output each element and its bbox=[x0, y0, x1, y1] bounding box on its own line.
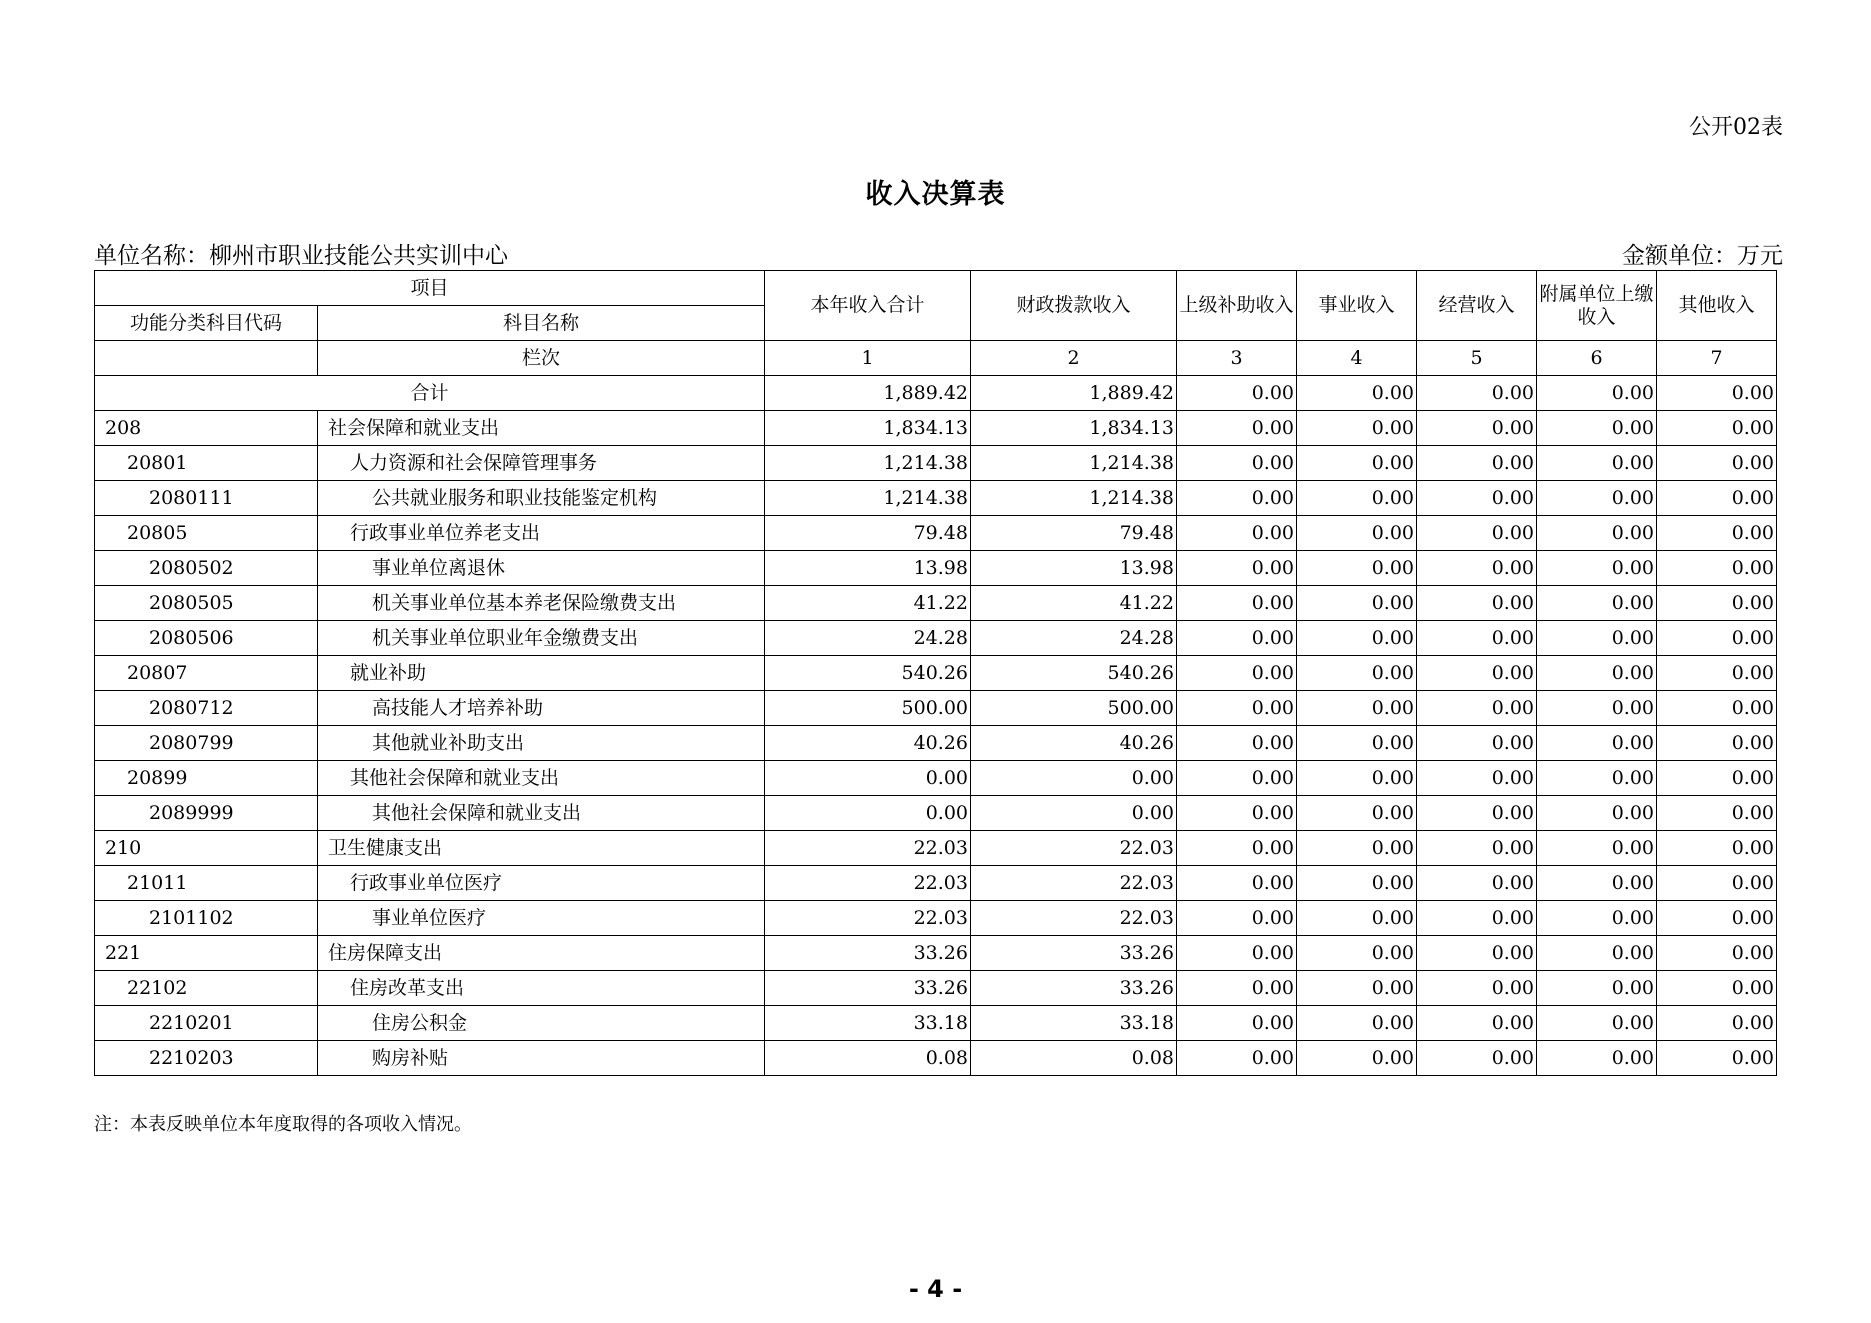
row-value: 0.00 bbox=[1537, 481, 1657, 516]
row-value: 33.26 bbox=[765, 971, 971, 1006]
row-value: 0.00 bbox=[765, 761, 971, 796]
row-value: 0.00 bbox=[1657, 411, 1777, 446]
row-value: 0.00 bbox=[1297, 411, 1417, 446]
col-number-3: 3 bbox=[1177, 341, 1297, 376]
row-value: 1,214.38 bbox=[971, 446, 1177, 481]
row-name: 就业补助 bbox=[318, 656, 765, 691]
row-value: 0.00 bbox=[1177, 551, 1297, 586]
row-value: 0.00 bbox=[1537, 446, 1657, 481]
row-value: 0.00 bbox=[1177, 971, 1297, 1006]
row-value: 0.00 bbox=[1297, 831, 1417, 866]
row-value: 41.22 bbox=[765, 586, 971, 621]
table-row bbox=[95, 901, 1777, 936]
unit-name: 单位名称：柳州市职业技能公共实训中心 bbox=[94, 243, 508, 269]
row-value: 540.26 bbox=[971, 656, 1177, 691]
row-value: 0.00 bbox=[1537, 866, 1657, 901]
row-value: 0.00 bbox=[1297, 901, 1417, 936]
row-value: 0.00 bbox=[1417, 1041, 1537, 1076]
table-row bbox=[95, 516, 1777, 551]
row-value: 0.00 bbox=[1537, 411, 1657, 446]
row-value: 0.00 bbox=[1417, 446, 1537, 481]
header-code: 功能分类科目代码 bbox=[95, 306, 318, 341]
row-value: 0.00 bbox=[1297, 586, 1417, 621]
row-value: 0.00 bbox=[1537, 726, 1657, 761]
page-title: 收入决算表 bbox=[865, 179, 1006, 210]
row-value: 0.00 bbox=[765, 796, 971, 831]
row-value: 13.98 bbox=[765, 551, 971, 586]
row-code: 2089999 bbox=[95, 796, 318, 831]
row-code: 22102 bbox=[95, 971, 318, 1006]
row-value: 22.03 bbox=[971, 831, 1177, 866]
row-name: 高技能人才培养补助 bbox=[318, 691, 765, 726]
row-name: 机关事业单位职业年金缴费支出 bbox=[318, 621, 765, 656]
row-value: 1,834.13 bbox=[971, 411, 1177, 446]
table-row bbox=[95, 761, 1777, 796]
row-value: 0.00 bbox=[1297, 761, 1417, 796]
row-value: 0.00 bbox=[1297, 936, 1417, 971]
row-value: 500.00 bbox=[971, 691, 1177, 726]
col-number-7: 7 bbox=[1657, 341, 1777, 376]
row-value: 0.00 bbox=[1537, 656, 1657, 691]
table-row bbox=[95, 866, 1777, 901]
row-value: 0.00 bbox=[1657, 971, 1777, 1006]
col-number-2: 2 bbox=[971, 341, 1177, 376]
row-value: 0.00 bbox=[1177, 901, 1297, 936]
row-value: 0.00 bbox=[1417, 691, 1537, 726]
row-value: 79.48 bbox=[971, 516, 1177, 551]
row-value: 1,834.13 bbox=[765, 411, 971, 446]
row-value: 0.00 bbox=[1177, 796, 1297, 831]
row-value: 0.00 bbox=[1417, 551, 1537, 586]
total-value: 0.00 bbox=[1537, 376, 1657, 411]
amount-unit: 金额单位：万元 bbox=[1622, 243, 1783, 269]
row-value: 0.00 bbox=[1177, 936, 1297, 971]
row-value: 540.26 bbox=[765, 656, 971, 691]
table-row bbox=[95, 1006, 1777, 1041]
row-value: 0.00 bbox=[1417, 761, 1537, 796]
row-name: 社会保障和就业支出 bbox=[318, 411, 765, 446]
row-value: 0.00 bbox=[1177, 761, 1297, 796]
row-value: 0.00 bbox=[1417, 481, 1537, 516]
row-value: 0.08 bbox=[971, 1041, 1177, 1076]
row-value: 0.00 bbox=[1297, 656, 1417, 691]
row-value: 33.18 bbox=[971, 1006, 1177, 1041]
row-name: 住房公积金 bbox=[318, 1006, 765, 1041]
row-value: 24.28 bbox=[971, 621, 1177, 656]
row-value: 0.00 bbox=[1177, 621, 1297, 656]
row-value: 0.00 bbox=[1177, 691, 1297, 726]
row-value: 0.08 bbox=[765, 1041, 971, 1076]
row-value: 0.00 bbox=[1417, 621, 1537, 656]
col-number-5: 5 bbox=[1417, 341, 1537, 376]
total-value: 0.00 bbox=[1417, 376, 1537, 411]
row-value: 0.00 bbox=[1657, 691, 1777, 726]
row-code: 2080505 bbox=[95, 586, 318, 621]
row-value: 0.00 bbox=[971, 761, 1177, 796]
row-value: 0.00 bbox=[1537, 516, 1657, 551]
row-code: 2080111 bbox=[95, 481, 318, 516]
row-name: 购房补贴 bbox=[318, 1041, 765, 1076]
row-code: 20801 bbox=[95, 446, 318, 481]
row-code: 2210201 bbox=[95, 1006, 318, 1041]
row-value: 33.18 bbox=[765, 1006, 971, 1041]
table-row bbox=[95, 936, 1777, 971]
row-code: 2080502 bbox=[95, 551, 318, 586]
row-value: 0.00 bbox=[1657, 446, 1777, 481]
total-value: 0.00 bbox=[1177, 376, 1297, 411]
row-name: 行政事业单位医疗 bbox=[318, 866, 765, 901]
row-value: 0.00 bbox=[1657, 831, 1777, 866]
row-value: 41.22 bbox=[971, 586, 1177, 621]
table-row bbox=[95, 551, 1777, 586]
table-row bbox=[95, 726, 1777, 761]
row-code: 2101102 bbox=[95, 901, 318, 936]
row-value: 40.26 bbox=[765, 726, 971, 761]
row-value: 0.00 bbox=[1177, 726, 1297, 761]
total-value: 0.00 bbox=[1657, 376, 1777, 411]
row-value: 1,214.38 bbox=[765, 446, 971, 481]
table-row bbox=[95, 1041, 1777, 1076]
page-number: - 4 - bbox=[908, 1275, 963, 1303]
total-label: 合计 bbox=[95, 376, 765, 411]
row-value: 0.00 bbox=[1297, 481, 1417, 516]
row-value: 13.98 bbox=[971, 551, 1177, 586]
header-col-4: 事业收入 bbox=[1297, 271, 1417, 341]
header-col-1: 本年收入合计 bbox=[765, 271, 971, 341]
row-value: 1,214.38 bbox=[971, 481, 1177, 516]
row-value: 0.00 bbox=[1177, 656, 1297, 691]
header-col-order: 栏次 bbox=[318, 341, 765, 376]
table-row bbox=[95, 971, 1777, 1006]
row-name: 住房改革支出 bbox=[318, 971, 765, 1006]
row-value: 0.00 bbox=[1537, 936, 1657, 971]
row-value: 0.00 bbox=[1297, 1006, 1417, 1041]
row-value: 0.00 bbox=[1537, 551, 1657, 586]
row-code: 20807 bbox=[95, 656, 318, 691]
row-value: 0.00 bbox=[1297, 866, 1417, 901]
row-value: 0.00 bbox=[1297, 551, 1417, 586]
row-name: 事业单位离退休 bbox=[318, 551, 765, 586]
row-value: 0.00 bbox=[1657, 586, 1777, 621]
table-row bbox=[95, 656, 1777, 691]
row-value: 0.00 bbox=[1417, 656, 1537, 691]
row-value: 0.00 bbox=[1417, 971, 1537, 1006]
row-value: 0.00 bbox=[1417, 411, 1537, 446]
row-name: 机关事业单位基本养老保险缴费支出 bbox=[318, 586, 765, 621]
row-value: 0.00 bbox=[1537, 901, 1657, 936]
row-value: 0.00 bbox=[1657, 796, 1777, 831]
table-row bbox=[95, 446, 1777, 481]
row-code: 20805 bbox=[95, 516, 318, 551]
row-value: 0.00 bbox=[1537, 1006, 1657, 1041]
row-name: 卫生健康支出 bbox=[318, 831, 765, 866]
row-code: 2080799 bbox=[95, 726, 318, 761]
row-value: 0.00 bbox=[1537, 796, 1657, 831]
row-code: 210 bbox=[95, 831, 318, 866]
row-value: 0.00 bbox=[1417, 831, 1537, 866]
row-value: 22.03 bbox=[765, 831, 971, 866]
header-col-7: 其他收入 bbox=[1657, 271, 1777, 341]
row-value: 0.00 bbox=[1657, 761, 1777, 796]
row-value: 0.00 bbox=[1537, 831, 1657, 866]
row-value: 0.00 bbox=[1657, 936, 1777, 971]
row-value: 0.00 bbox=[1417, 866, 1537, 901]
row-value: 0.00 bbox=[1417, 1006, 1537, 1041]
row-value: 0.00 bbox=[1417, 516, 1537, 551]
row-value: 0.00 bbox=[1537, 586, 1657, 621]
row-value: 0.00 bbox=[1297, 516, 1417, 551]
table-row bbox=[95, 831, 1777, 866]
row-code: 221 bbox=[95, 936, 318, 971]
row-value: 0.00 bbox=[1177, 1041, 1297, 1076]
row-value: 0.00 bbox=[1537, 971, 1657, 1006]
table-row bbox=[95, 481, 1777, 516]
col-number-1: 1 bbox=[765, 341, 971, 376]
header-col-6: 附属单位上缴收入 bbox=[1537, 271, 1657, 341]
row-value: 0.00 bbox=[1177, 866, 1297, 901]
table-row bbox=[95, 586, 1777, 621]
row-value: 0.00 bbox=[1417, 796, 1537, 831]
row-value: 22.03 bbox=[765, 901, 971, 936]
row-value: 0.00 bbox=[1297, 446, 1417, 481]
row-value: 0.00 bbox=[1417, 901, 1537, 936]
table-row bbox=[95, 411, 1777, 446]
row-value: 0.00 bbox=[1657, 726, 1777, 761]
row-name: 人力资源和社会保障管理事务 bbox=[318, 446, 765, 481]
row-code: 2080712 bbox=[95, 691, 318, 726]
footnote: 注：本表反映单位本年度取得的各项收入情况。 bbox=[94, 1114, 472, 1135]
income-table bbox=[94, 270, 1777, 1076]
total-value: 1,889.42 bbox=[765, 376, 971, 411]
row-value: 0.00 bbox=[1537, 691, 1657, 726]
row-value: 22.03 bbox=[765, 866, 971, 901]
header-col-2: 财政拨款收入 bbox=[971, 271, 1177, 341]
row-name: 其他社会保障和就业支出 bbox=[318, 796, 765, 831]
row-name: 事业单位医疗 bbox=[318, 901, 765, 936]
header-col-5: 经营收入 bbox=[1417, 271, 1537, 341]
col-number-4: 4 bbox=[1297, 341, 1417, 376]
row-value: 0.00 bbox=[1177, 831, 1297, 866]
row-value: 33.26 bbox=[971, 936, 1177, 971]
row-value: 0.00 bbox=[1177, 411, 1297, 446]
row-value: 0.00 bbox=[1297, 1041, 1417, 1076]
row-value: 0.00 bbox=[1297, 796, 1417, 831]
row-value: 0.00 bbox=[1177, 586, 1297, 621]
row-value: 0.00 bbox=[1177, 446, 1297, 481]
header-order-blank bbox=[95, 341, 318, 376]
row-value: 1,214.38 bbox=[765, 481, 971, 516]
row-value: 0.00 bbox=[1297, 691, 1417, 726]
header-name: 科目名称 bbox=[318, 306, 765, 341]
row-name: 行政事业单位养老支出 bbox=[318, 516, 765, 551]
row-value: 0.00 bbox=[1297, 621, 1417, 656]
row-value: 0.00 bbox=[1297, 971, 1417, 1006]
row-value: 0.00 bbox=[1537, 621, 1657, 656]
row-value: 33.26 bbox=[765, 936, 971, 971]
row-value: 33.26 bbox=[971, 971, 1177, 1006]
row-value: 0.00 bbox=[1177, 1006, 1297, 1041]
row-name: 住房保障支出 bbox=[318, 936, 765, 971]
row-value: 0.00 bbox=[1417, 936, 1537, 971]
row-value: 0.00 bbox=[1657, 901, 1777, 936]
row-value: 0.00 bbox=[1657, 516, 1777, 551]
row-value: 0.00 bbox=[1657, 481, 1777, 516]
row-value: 24.28 bbox=[765, 621, 971, 656]
row-value: 0.00 bbox=[1657, 621, 1777, 656]
row-value: 0.00 bbox=[1417, 586, 1537, 621]
header-item: 项目 bbox=[95, 271, 765, 306]
row-value: 79.48 bbox=[765, 516, 971, 551]
row-value: 22.03 bbox=[971, 901, 1177, 936]
row-value: 40.26 bbox=[971, 726, 1177, 761]
table-row bbox=[95, 691, 1777, 726]
row-value: 0.00 bbox=[1177, 516, 1297, 551]
row-value: 500.00 bbox=[765, 691, 971, 726]
row-code: 2210203 bbox=[95, 1041, 318, 1076]
row-value: 0.00 bbox=[971, 796, 1177, 831]
row-code: 208 bbox=[95, 411, 318, 446]
row-value: 0.00 bbox=[1657, 656, 1777, 691]
header-col-3: 上级补助收入 bbox=[1177, 271, 1297, 341]
row-value: 0.00 bbox=[1297, 726, 1417, 761]
row-value: 0.00 bbox=[1657, 866, 1777, 901]
table-row bbox=[95, 796, 1777, 831]
table-row bbox=[95, 621, 1777, 656]
col-number-6: 6 bbox=[1537, 341, 1657, 376]
row-code: 20899 bbox=[95, 761, 318, 796]
row-value: 0.00 bbox=[1657, 1041, 1777, 1076]
row-value: 0.00 bbox=[1657, 551, 1777, 586]
row-value: 0.00 bbox=[1417, 726, 1537, 761]
row-name: 其他社会保障和就业支出 bbox=[318, 761, 765, 796]
row-code: 2080506 bbox=[95, 621, 318, 656]
row-value: 22.03 bbox=[971, 866, 1177, 901]
total-value: 1,889.42 bbox=[971, 376, 1177, 411]
row-value: 0.00 bbox=[1177, 481, 1297, 516]
row-name: 公共就业服务和职业技能鉴定机构 bbox=[318, 481, 765, 516]
row-value: 0.00 bbox=[1537, 761, 1657, 796]
row-value: 0.00 bbox=[1657, 1006, 1777, 1041]
row-code: 21011 bbox=[95, 866, 318, 901]
row-value: 0.00 bbox=[1537, 1041, 1657, 1076]
form-number: 公开02表 bbox=[1689, 115, 1783, 140]
row-name: 其他就业补助支出 bbox=[318, 726, 765, 761]
total-value: 0.00 bbox=[1297, 376, 1417, 411]
total-row bbox=[95, 376, 1777, 411]
